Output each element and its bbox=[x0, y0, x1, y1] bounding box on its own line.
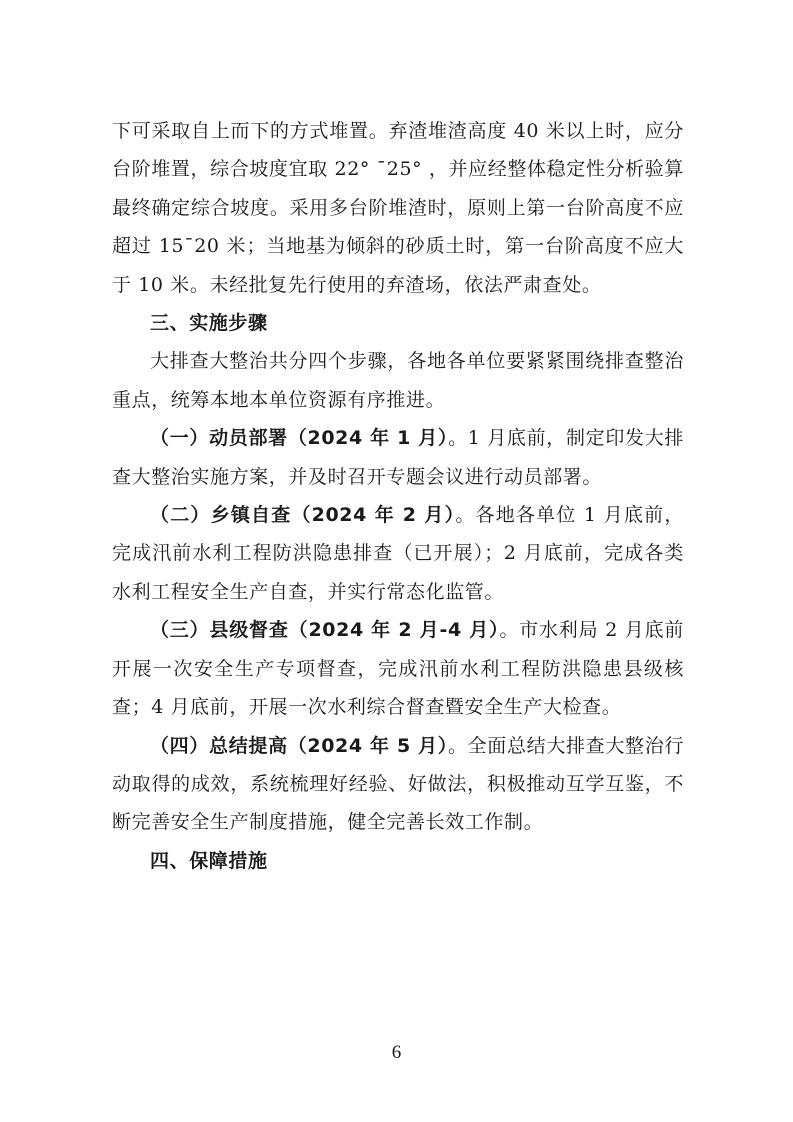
step-2-title: （二）乡镇自查（2024 年 2 月） bbox=[150, 504, 456, 527]
step-1-title: （一）动员部署（2024 年 1 月） bbox=[150, 427, 449, 450]
document-body bbox=[112, 112, 684, 880]
step-4-text: 。全面总结大排查大整治行动取得的成效，系统梳理好经验、好做法，积极推动互学互鉴，不断完善安全生产制度措施，健全完善长效工作制。 bbox=[112, 734, 684, 834]
section-heading-safeguards: 四、保障措施 bbox=[150, 849, 268, 872]
paragraph-step-2 bbox=[112, 496, 684, 611]
paragraph-step-1 bbox=[112, 419, 684, 496]
step-4-title: （四）总结提高（2024 年 5 月） bbox=[150, 734, 448, 757]
step-3-title: （三）县级督查（2024 年 2 月-4 月） bbox=[150, 619, 500, 642]
step-1-text: 。1 月底前，制定印发大排查大整治实施方案，并及时召开专题会议进行动员部署。 bbox=[112, 427, 684, 488]
section-heading-implementation-steps: 三、实施步骤 bbox=[150, 312, 268, 335]
paragraph-steps-intro: 大排查大整治共分四个步骤，各地各单位要紧紧围绕排查整治重点，统筹本地本单位资源有序推进。 bbox=[112, 350, 684, 411]
page-number: 6 bbox=[391, 1042, 402, 1063]
paragraph-step-3 bbox=[112, 611, 684, 726]
step-3-text: 。市水利局 2 月底前开展一次安全生产专项督查，完成汛前水利工程防洪隐患县级核查；4 月底前，开展一次水利综合督查暨安全生产大检查。 bbox=[112, 619, 684, 719]
paragraph-continuation: 下可采取自上而下的方式堆置。弃渣堆渣高度 40 米以上时，应分台阶堆置，综合坡度宜取 22° ¯25° ，并应经整体稳定性分析验算最终确定综合坡度。采用多台阶堆渣时，原则上第一台阶高度不应超过 15¯20 米；当地基为倾斜的砂质土时，第一台阶高度不应大于 10 米。未经批复先行使用的弃渣场，依法严肃查处。 bbox=[112, 120, 684, 296]
paragraph-step-4 bbox=[112, 727, 684, 842]
step-2-text: 。各地各单位 1 月底前，完成汛前水利工程防洪隐患排查（已开展）；2 月底前，完成各类水利工程安全生产自查，并实行常态化监管。 bbox=[112, 504, 684, 603]
